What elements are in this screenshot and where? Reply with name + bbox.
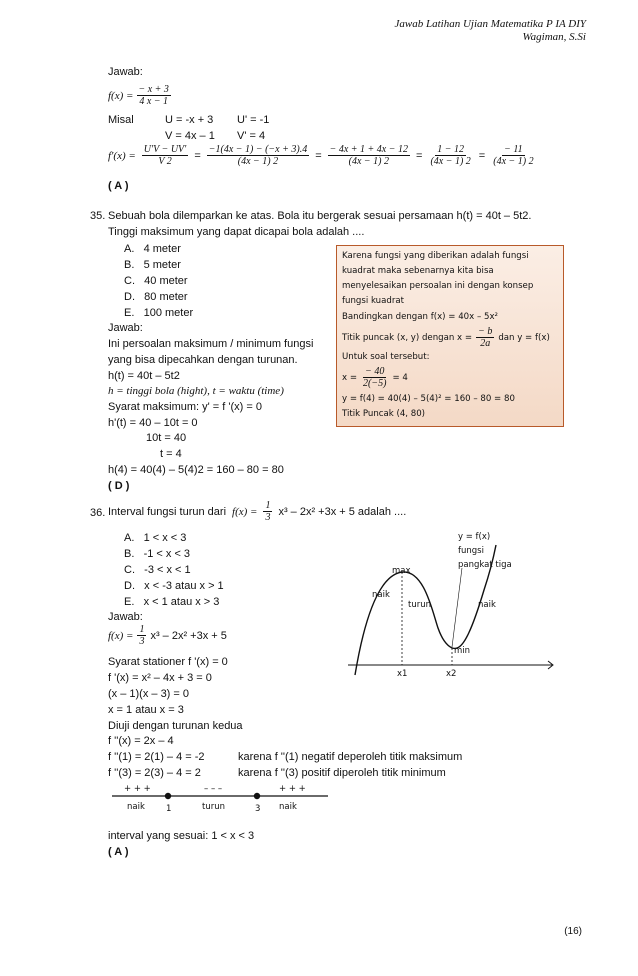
critical-point-1 (165, 793, 171, 799)
q34-derivative: f'(x) = $\frac{U'V - UV'}{V 2}$ = $\frac{-1(4x - 1) - (-x + 3).4}{(4x - 1) 2}$ = $\frac{- 4x + 1 + 4x - 12}{(4x - 1) 2}$ = $\frac{1 - 12}{(4x - 1) 2}$ = $\frac{- 11}{(4x - 1) 2}$ (108, 144, 534, 167)
q35-number: 35. (90, 210, 106, 222)
callout-line: Untuk soal tersebut: (342, 352, 430, 362)
q35-line6: h'(t) = 40 – 10t = 0 (108, 417, 198, 429)
q36-option-a: A. 1 < x < 3 (124, 532, 187, 544)
sign-naik-left: naik (127, 802, 145, 812)
graph-turun: turun (408, 600, 431, 610)
graph-title-3: pangkat tiga (458, 560, 512, 570)
callout-line: y = f(4) = 40(4) – 5(4)² = 160 – 80 = 80 (342, 394, 515, 404)
callout-line: menyelesaikan persoalan ini dengan konsep (342, 281, 534, 291)
q35-option-b: B. 5 meter (124, 259, 181, 271)
q36-option-b: B. -1 < x < 3 (124, 548, 191, 560)
cubic-graph (340, 520, 560, 680)
q36-step1: Syarat stationer f '(x) = 0 (108, 656, 228, 668)
header-author: Wagiman, S.Si (522, 31, 586, 43)
q35-line5: Syarat maksimum: y' = f '(x) = 0 (108, 401, 262, 413)
q35-jawab: Jawab: (108, 322, 143, 334)
q36-option-e: E. x < 1 atau x > 3 (124, 596, 220, 608)
q34-function: f(x) = $\frac{- x + 3}{4 x - 1}$ (108, 84, 169, 107)
q36-step3: (x – 1)(x – 3) = 0 (108, 688, 190, 700)
q35-line9: h(4) = 40(4) – 5(4)2 = 160 – 80 = 80 (108, 464, 284, 476)
q35-line7: 10t = 40 (146, 432, 187, 444)
graph-naik-left: naik (372, 590, 390, 600)
callout-x-calc: x = $\frac{- 40}{2(-5)}$ = 4 (342, 366, 408, 389)
q35-option-a: A. 4 meter (124, 243, 181, 255)
sign-plus-right: + + + (279, 784, 306, 794)
q36-step7a: f ''(1) = 2(1) – 4 = -2 (108, 751, 205, 763)
callout-line: Bandingkan dengan f(x) = 40x – 5x² (342, 312, 498, 322)
q36-step4: x = 1 atau x = 3 (108, 704, 184, 716)
graph-title-2: fungsi (458, 546, 484, 556)
q35-line4: h = tinggi bola (hight), t = waktu (time) (108, 385, 284, 397)
q35-option-e: E. 100 meter (124, 307, 194, 319)
q36-step8b: karena f ''(3) positif diperoleh titik minimum (238, 767, 446, 779)
q35-line3: h(t) = 40t – 5t2 (108, 370, 180, 382)
sign-naik-right: naik (279, 802, 297, 812)
q35-option-d: D. 80 meter (124, 291, 188, 303)
sign-point-1: 1 (166, 804, 172, 814)
q36-option-d: D. x < -3 atau x > 1 (124, 580, 224, 592)
q36-option-c: C. -3 < x < 1 (124, 564, 191, 576)
q35-callout-box (336, 245, 564, 427)
q35-line1: Ini persoalan maksimum / minimum fungsi (108, 338, 314, 350)
q36-question: Interval fungsi turun dari f(x) = $\frac{1}{3}$ x³ – 2x² +3x + 5 adalah .... (108, 500, 407, 523)
q35-answer: ( D ) (108, 480, 130, 492)
callout-line: Titik Puncak (4, 80) (342, 409, 426, 419)
q36-function: f(x) = $\frac{1}{3}$ x³ – 2x² +3x + 5 (108, 624, 227, 647)
graph-x1-label: x1 (397, 669, 408, 679)
sign-point-3: 3 (255, 804, 261, 814)
q34-misal: Misal (108, 114, 134, 126)
q36-number: 36. (90, 507, 106, 519)
q36-jawab: Jawab: (108, 611, 143, 623)
q34-u-prime: U' = -1 (237, 114, 270, 126)
header-title: Jawab Latihan Ujian Matematika P IA DIY (394, 18, 586, 30)
sign-minus: – – – (204, 784, 223, 794)
label-pointer (452, 568, 462, 647)
callout-line: kuadrat maka sebenarnya kita bisa (342, 266, 494, 276)
q34-v: V = 4x – 1 (165, 130, 215, 142)
graph-title-1: y = f(x) (458, 532, 491, 542)
sign-plus-left: + + + (124, 784, 151, 794)
q36-step2: f '(x) = x² – 4x + 3 = 0 (108, 672, 212, 684)
callout-line: fungsi kuadrat (342, 296, 405, 306)
sign-turun: turun (202, 802, 225, 812)
graph-naik-right: naik (478, 600, 496, 610)
q35-option-c: C. 40 meter (124, 275, 188, 287)
q35-line2: yang bisa dipecahkan dengan turunan. (108, 354, 298, 366)
q36-step5: Diuji dengan turunan kedua (108, 720, 243, 732)
q34-answer: ( A ) (108, 180, 129, 192)
graph-x2-label: x2 (446, 669, 457, 679)
q36-answer: ( A ) (108, 846, 129, 858)
q34-jawab: Jawab: (108, 66, 143, 78)
page-number: (16) (564, 926, 582, 937)
q35-line8: t = 4 (160, 448, 182, 460)
q36-interval: interval yang sesuai: 1 < x < 3 (108, 830, 255, 842)
critical-point-3 (254, 793, 260, 799)
q36-step6: f ''(x) = 2x – 4 (108, 735, 174, 747)
q36-step7b: karena f ''(1) negatif deperoleh titik maksimum (238, 751, 463, 763)
q36-step8a: f ''(3) = 2(3) – 4 = 2 (108, 767, 201, 779)
graph-min-label: min (454, 646, 471, 656)
q34-u: U = -x + 3 (165, 114, 214, 126)
q35-text2: Tinggi maksimum yang dapat dicapai bola adalah .... (108, 226, 365, 238)
q34-v-prime: V' = 4 (237, 130, 266, 142)
callout-vertex-formula: Titik puncak (x, y) dengan x = $\frac{- b}{2a}$ dan y = f(x) (342, 326, 550, 349)
graph-max-label: max (392, 566, 411, 576)
callout-line: Karena fungsi yang diberikan adalah fungsi (342, 251, 529, 261)
q35-text1: Sebuah bola dilemparkan ke atas. Bola itu bergerak sesuai persamaan h(t) = 40t – 5t2. (108, 210, 532, 222)
